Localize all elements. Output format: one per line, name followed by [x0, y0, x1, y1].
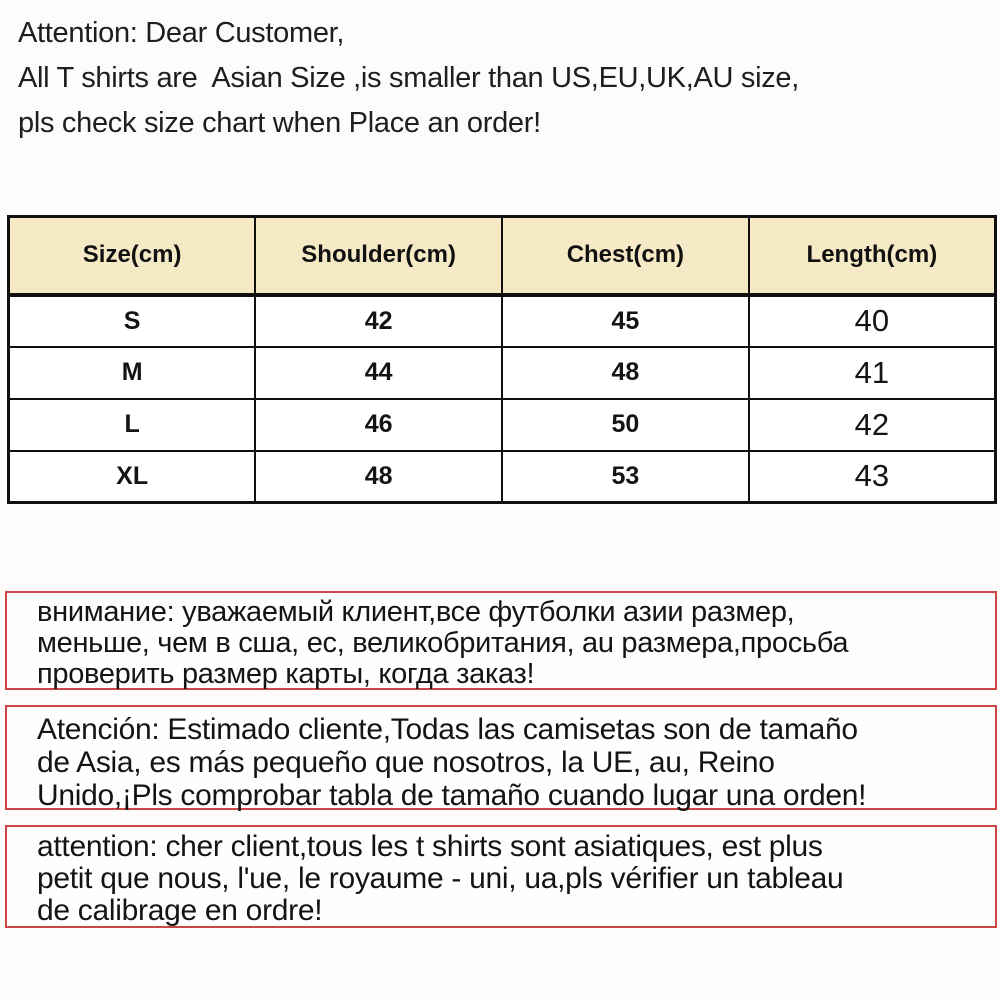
size-table-body — [9, 295, 996, 503]
col-header-length: Length(cm) — [749, 217, 996, 295]
cell-chest: 48 — [502, 347, 749, 399]
cell-length: 42 — [749, 399, 996, 451]
table-row-l — [9, 399, 996, 451]
cell-shoulder: 42 — [255, 295, 502, 347]
cell-shoulder: 44 — [255, 347, 502, 399]
notice-spanish-line-3: Unido,¡Pls comprobar tabla de tamaño cuando lugar una orden! — [37, 779, 867, 812]
notice-french — [5, 825, 997, 928]
col-header-shoulder: Shoulder(cm) — [255, 217, 502, 295]
cell-length: 43 — [749, 451, 996, 503]
size-table — [7, 215, 997, 504]
cell-size: XL — [9, 451, 256, 503]
header-row — [9, 217, 996, 295]
intro-line-3: pls check size chart when Place an order! — [18, 107, 541, 139]
notice-spanish-line-2: de Asia, es más pequeño que nosotros, la UE, au, Reino — [37, 746, 775, 779]
notice-russian-line-1: внимание: уважаемый клиент,все футболки азии размер, — [37, 596, 795, 628]
intro-text — [18, 11, 799, 146]
cell-shoulder: 48 — [255, 451, 502, 503]
intro-line-1: Attention: Dear Customer, — [18, 17, 345, 49]
notice-spanish — [5, 705, 997, 810]
cell-size: L — [9, 399, 256, 451]
cell-chest: 45 — [502, 295, 749, 347]
cell-chest: 53 — [502, 451, 749, 503]
notice-russian-line-3: проверить размер карты, когда заказ! — [37, 658, 535, 690]
cell-length: 40 — [749, 295, 996, 347]
table-row-xl — [9, 451, 996, 503]
table-row-s — [9, 295, 996, 347]
col-header-chest: Chest(cm) — [502, 217, 749, 295]
table-row-m — [9, 347, 996, 399]
cell-shoulder: 46 — [255, 399, 502, 451]
col-header-size: Size(cm) — [9, 217, 256, 295]
cell-length: 41 — [749, 347, 996, 399]
size-table-header — [9, 217, 996, 295]
cell-chest: 50 — [502, 399, 749, 451]
notice-french-line-2: petit que nous, l'ue, le royaume - uni, ua,pls vérifier un tableau — [37, 862, 844, 895]
notice-russian-line-2: меньше, чем в сша, ес, великобритания, au размера,просьба — [37, 627, 849, 659]
notice-spanish-line-1: Atención: Estimado cliente,Todas las camisetas son de tamaño — [37, 713, 858, 746]
notice-french-line-3: de calibrage en ordre! — [37, 894, 323, 927]
cell-size: M — [9, 347, 256, 399]
cell-size: S — [9, 295, 256, 347]
notice-french-line-1: attention: cher client,tous les t shirts sont asiatiques, est plus — [37, 830, 823, 863]
intro-line-2: All T shirts are Asian Size ,is smaller than US,EU,UK,AU size, — [18, 62, 800, 94]
notice-russian — [5, 591, 997, 690]
